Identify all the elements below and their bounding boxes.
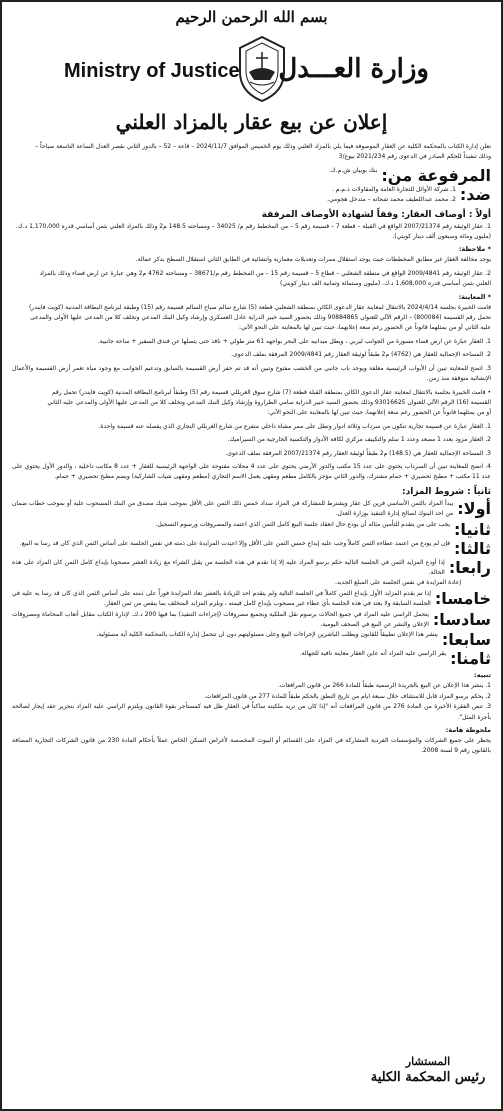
defendant-label: ضد: [459, 184, 491, 204]
condition-number: أولا: [457, 498, 491, 518]
plaintiff-row [12, 166, 491, 185]
condition-row [12, 520, 491, 539]
condition-row [12, 558, 491, 579]
plaintiff-name: بنك بوبيان ش.م.ك. [328, 166, 378, 174]
inspection-text: قامت الخبيرة بجلسة 2024/4/14 بالانتقال لمعاينة عقار الدعوى الكائن بمنطقة الشعلبي قطعة (5) شارع سالم صباح السالم قسيمة رقم (15) وطبقة لبرنامج البطاقة المدنية (كويت فايندر) [28, 303, 491, 311]
note-title: * ملاحظة: [458, 245, 491, 254]
ministry-english-title: Ministry of Justice [64, 60, 240, 82]
condition-number: ثانيا: [454, 519, 491, 539]
inspection-text: عليه الثاني أو من يمثلهما قانوناً عن الحضور رغم سعة إعلانهما، حيث تبين لها بالمعاينة على النحو الآتي: [238, 324, 491, 332]
condition-text: يبدأ المزاد بالثمن الأساسي فرين كل عقار ويشترط للمشاركة في المزاد سداد خمس ذلك الثمن على الأقل بموجب شيك مصدق من البنك المسحوب عليه أو بموجب خطاب ضمان من احد البنوك لصالح إدارة التنفيذ بوزارة العدل. [12, 499, 454, 518]
notice-title: تنبيه: [474, 671, 491, 680]
inspection-text: • قامت الخبيرة بجلسة بالانتقال لمعاينة عقار الدعوى الكائن بمنطقة القبلة قطعة (7) شارع سوق الغربللي قسيمة رقم (5) وطبقاً لبرنامج البطاقة المدنية (كويت فايندر) تحمل رقم [51, 388, 491, 396]
condition-number: رابعا: [448, 557, 491, 577]
inspection-item: 2. المساحة الإجمالية للعقار هي (4762) م2 طبقاً لوثيقة العقار رقم 2009/4841 المرفقة بملف الدعوى. [231, 351, 491, 359]
signature-position: رئيس المحكمة الكلية [370, 1070, 486, 1085]
condition-text: يجب على من يتقدم للتأمين مثاله أن يودع حال انعقاد جلسة البيع كامل الثمن الذي اعتمد والمصروفات ورسوم التسجيل. [155, 520, 451, 528]
inspection-item: 3. اتضح للمعاينة تبين أن الأبواب الرئيسية مغلقة ويوجد باب جانبي من الخشب مفتوح وتبين أنه قد تم حفر أرض القسيمة بالسابق وتدعيم الجوانب مع وجود مياه تغمر أرض القسيمة والأعمال الإنشائية متوقفة منذ زمن. [12, 364, 491, 383]
condition-text: فإن لم يودع من اعتمد عطاءه الثمن كاملاً وجب عليه إيداع خمس الثمن على الأقل وإلا اعيدت المزايدة على ذمته في نفس الجلسة على أساس الثمن الذي كان قد رسا به البيع. [19, 539, 451, 547]
inspection-title: * المعاينة: [458, 292, 491, 301]
defendant-name: 2. محمد عبداللطيف محمد شحاته – متدخل هجومي. [327, 196, 456, 204]
announcement-headline: إعلان عن بيع عقار بالمزاد العلني [115, 110, 388, 134]
property-item-1: 1. عقار الوثيقة رقم 2007/21374 الواقع في القبلة – قطعة 7 – قسيمة رقم 5 – من المخطط رقم م/ 34025 – ومساحته 148.5 م2 وذلك بالمزاد العلني بثمن أساسي قدره 1,170,000 د.ك. [15, 222, 491, 230]
condition-row [12, 649, 491, 668]
defendant-name: 1. شركة الأوائل للتجارة العامة والمقاولات ذ.م.م . [331, 185, 456, 193]
condition-number: سادسا: [432, 609, 491, 629]
notice-item: 2. يحكم برسو المزاد قابل للاستئناف خلال سبعة ايام من تاريخ النطق بالحكم طبقاً للمادة 277 من قانون المرافعات. [204, 692, 491, 700]
section-conditions-title: ثانياً : شروط المزاد: [402, 486, 491, 497]
note-text: يوجد مخالفة العقار غير مطابق المخططات حيث يوجد استقلال ممرات وتعديلات معمارية وانشائية في الطابق الثاني استقلال السطح بدكر عمالة. [135, 256, 491, 264]
plaintiff-label: المرفوعة من: [381, 165, 491, 185]
inspection-item: 3. المساحة الإجمالية للعقار هي (148.5) م2 طبقاً لوثيقة العقار رقم 2007/21374 المرفقة بملف الدعوى. [225, 449, 491, 457]
condition-number: خامسا: [434, 588, 491, 608]
condition-row [12, 539, 491, 558]
inspection-item: 4. اتضح للمعاينة تبين أن السرداب يحتوي على عدد 15 مكتب والدور الأرضي يحتوي على عدد 4 محلات مفتوحة على الواجهة الرئيسية للعقار + عدد 8 مكاتب داخلية ، والدور الأول يحتوي على عدد 11 مكتب + مطبخ تحضيري + حمام مشترك، والدور الثاني مؤجر بالكامل مطعم ومقهى يعمل الاسم التجاري (مطعم ومقهى شياب الشاركية) ويضم مطبخ تحضيري + حمام. [12, 462, 491, 481]
condition-text: إذا تم بقدم المزايد الأول بإيداع الثمن كاملاً في الجلسة التالية ولم يتقدم احد للزيادة بالعشر تعاد المزايدة فوراً على ذمته على أساس الثمن الذي كان قد رسا به عليه في الجلسة السابقة ولا يعتد في هذه الجلسة بأي عطاء غير مصحوب بإيداع كامل قيمته ، ويلزم المزايد المتخلف بما ينقص من ثمن العقار. [12, 589, 431, 608]
inspection-text: تحمل رقم القسيمة (800084) – الرقم الآلي للعنوان 90884865 وذلك بحضور السيد خبير الدراية عادل العسكري وإرشاد وكيل البنك المدعي وتخلف كلا من المدعى عليها الأولى والمدعى [30, 314, 491, 322]
condition-number [465, 578, 491, 588]
section-property-title: أولاً : أوصاف العقار: وفقاً لشهادة الأوصاف المرفقة [261, 209, 491, 220]
condition-number: سابعا: [441, 630, 491, 650]
intro-line: وذلك تنفيذاً للحكم الصادر في الدعوى رقم 2021/234 بيوع/3 [338, 153, 491, 161]
signature-title: المستشار [405, 1055, 451, 1068]
condition-number: ثالثا: [454, 538, 491, 558]
ministry-arabic-title: وزارة العـــدل [278, 54, 429, 84]
condition-text: ينشر هذا الإعلان تطبيقاً للقانون ويطلب الباشرين لإجراءات البيع وعلى مسئوليتهم دون ان تتحمل إدارة الكتاب بالمحكمة الكلية أية مسئولية. [96, 631, 438, 639]
important-note-title: ملحوظة هامة: [445, 726, 491, 735]
condition-text: إعادة المزايدة في نفس الجلسة على المبلغ الجديد. [334, 579, 461, 587]
condition-text: يقر الراسي عليه المزاد أنه عاين العقار معاينة نافية للجهالة. [299, 650, 447, 658]
notice-item: 3. تنص الفقرة الأخيرة من المادة 276 من قانون المرافعات أنه "إذا كان من تريد ملكيته ساكناً في العقار ظل فيه كمستأجر بقوة القانون ويلتزم الراسي عليه المزاد بتحرير عقد إيجار لصالحه بأجرة المثل". [12, 703, 492, 721]
condition-text: يتحمل الراسي عليه المزاد في جميع الحالات برسوم نقل الملكية وبجميع مصروفات (إجراءات التنفيذ) بما فيها 200 د.ك. لإدارة الكتاب مقابل أتعاب المحاماة ومصروفات الإعلان والنشر عن البيع في الصحف اليومية. [12, 610, 429, 628]
condition-number: ثامنا: [450, 649, 491, 669]
condition-row [12, 610, 491, 631]
signature-block [369, 1055, 487, 1087]
inspection-text: القسيمة (16) الرقم الآلي للعنوان 93016625 وذلك بحضور السيد خبير الدراية سامي الطراروة وإرشاد وكيل البنك المدعي وتخلف كلا من المدعى عليها الأولى والمدعى عليه الثاني [47, 398, 491, 406]
inspection-item: 2. العقار مزود بعدد 1 مصعد وعدد 1 سلم والتكييف مركزي لكافة الأدوار والتكسية الخارجية من السيراميك. [227, 436, 491, 444]
condition-row [12, 589, 491, 610]
condition-text: إذا أودع المزايد الثمن في الجلسة التالية حكم برسو المزاد عليه إلا إذا تقدم في هذه الجلسة من يقبل الشراء مع زيادة العشر مصحوبا بإيداع كامل الثمن كان المزاد على هذه الحالة. [12, 558, 445, 576]
intro-line: تعلن إدارة الكتاب بالمحكمة الكلية عن العقار الموصوفة فيما يلي بالمزاد العلني وذلك يوم الخميس الموافق 2024/11/7 – قاعة – 52 – بالدور الثاني بقصر العدل الساعة التاسعة صباحاً – [35, 143, 491, 150]
important-note-text: يحظر على جميع الشركات والمؤسسات الفردية المشاركة في المزاد على القسائم أو البيوت المخصصة لأغراض السكن الخاص عملاً بأحكام المادة 230 من قانون الشركات التجارية المضافة بالقانون رقم 9 لسنة 2008. [12, 737, 491, 755]
inspection-item: 1. العقار عبارة عن ارض فضاء مسورة من الجوانب ليربي ، ويطل ميدانيه على البحر بواجهه 61 متر طولي + نافذ حتى يتصلها عن فندق السفير + ساحة جانبية. [97, 337, 491, 345]
property-item-2-amount: العلني بثمن أساسي قدره 1,608,000 د.ك. (مليون وستمائة وثمانية الف دينار كويتي) [280, 280, 491, 288]
ministry-header [12, 30, 491, 108]
defendant-row [12, 185, 491, 206]
inspection-item: 1. العقار عبارة عن قسيمة تجارية تتكون من سرداب وثلاثة ادوار وتطل على ممر مشاه داخلي متفرع من شارع الغربللي التجاري الذي يفصله عنه قسيمة واحدة. [98, 422, 491, 430]
condition-row [12, 578, 491, 588]
condition-row [12, 630, 491, 649]
bismillah: بسم الله الرحمن الرحيم [175, 8, 328, 26]
property-item-2: 2. عقار الوثيقة رقم 2009/4841 الواقع في منطقة الشعلبي – قطاع 5 – قسيمة رقم 15 – من المخطط رقم م/38671 – ومساحته 4762 م2 وهي عبارة عن ارض فضاء وذلك بالمزاد [39, 269, 491, 277]
condition-row [12, 499, 491, 520]
property-item-1-amount: (مليون ومائة وسبعون ألف دينار كويتي). [392, 233, 491, 241]
notice-item: 1. ينشر هذا الإعلان عن البيع بالجريدة الرسمية طبقاً للمادة 266 من قانون المرافعات. [277, 682, 491, 690]
inspection-text: أو من يمثلهما قانوناً عن الحضور رغم سعة إعلانهما، حيث تبين لها بالمعاينة على النحو الآتي: [267, 409, 491, 417]
